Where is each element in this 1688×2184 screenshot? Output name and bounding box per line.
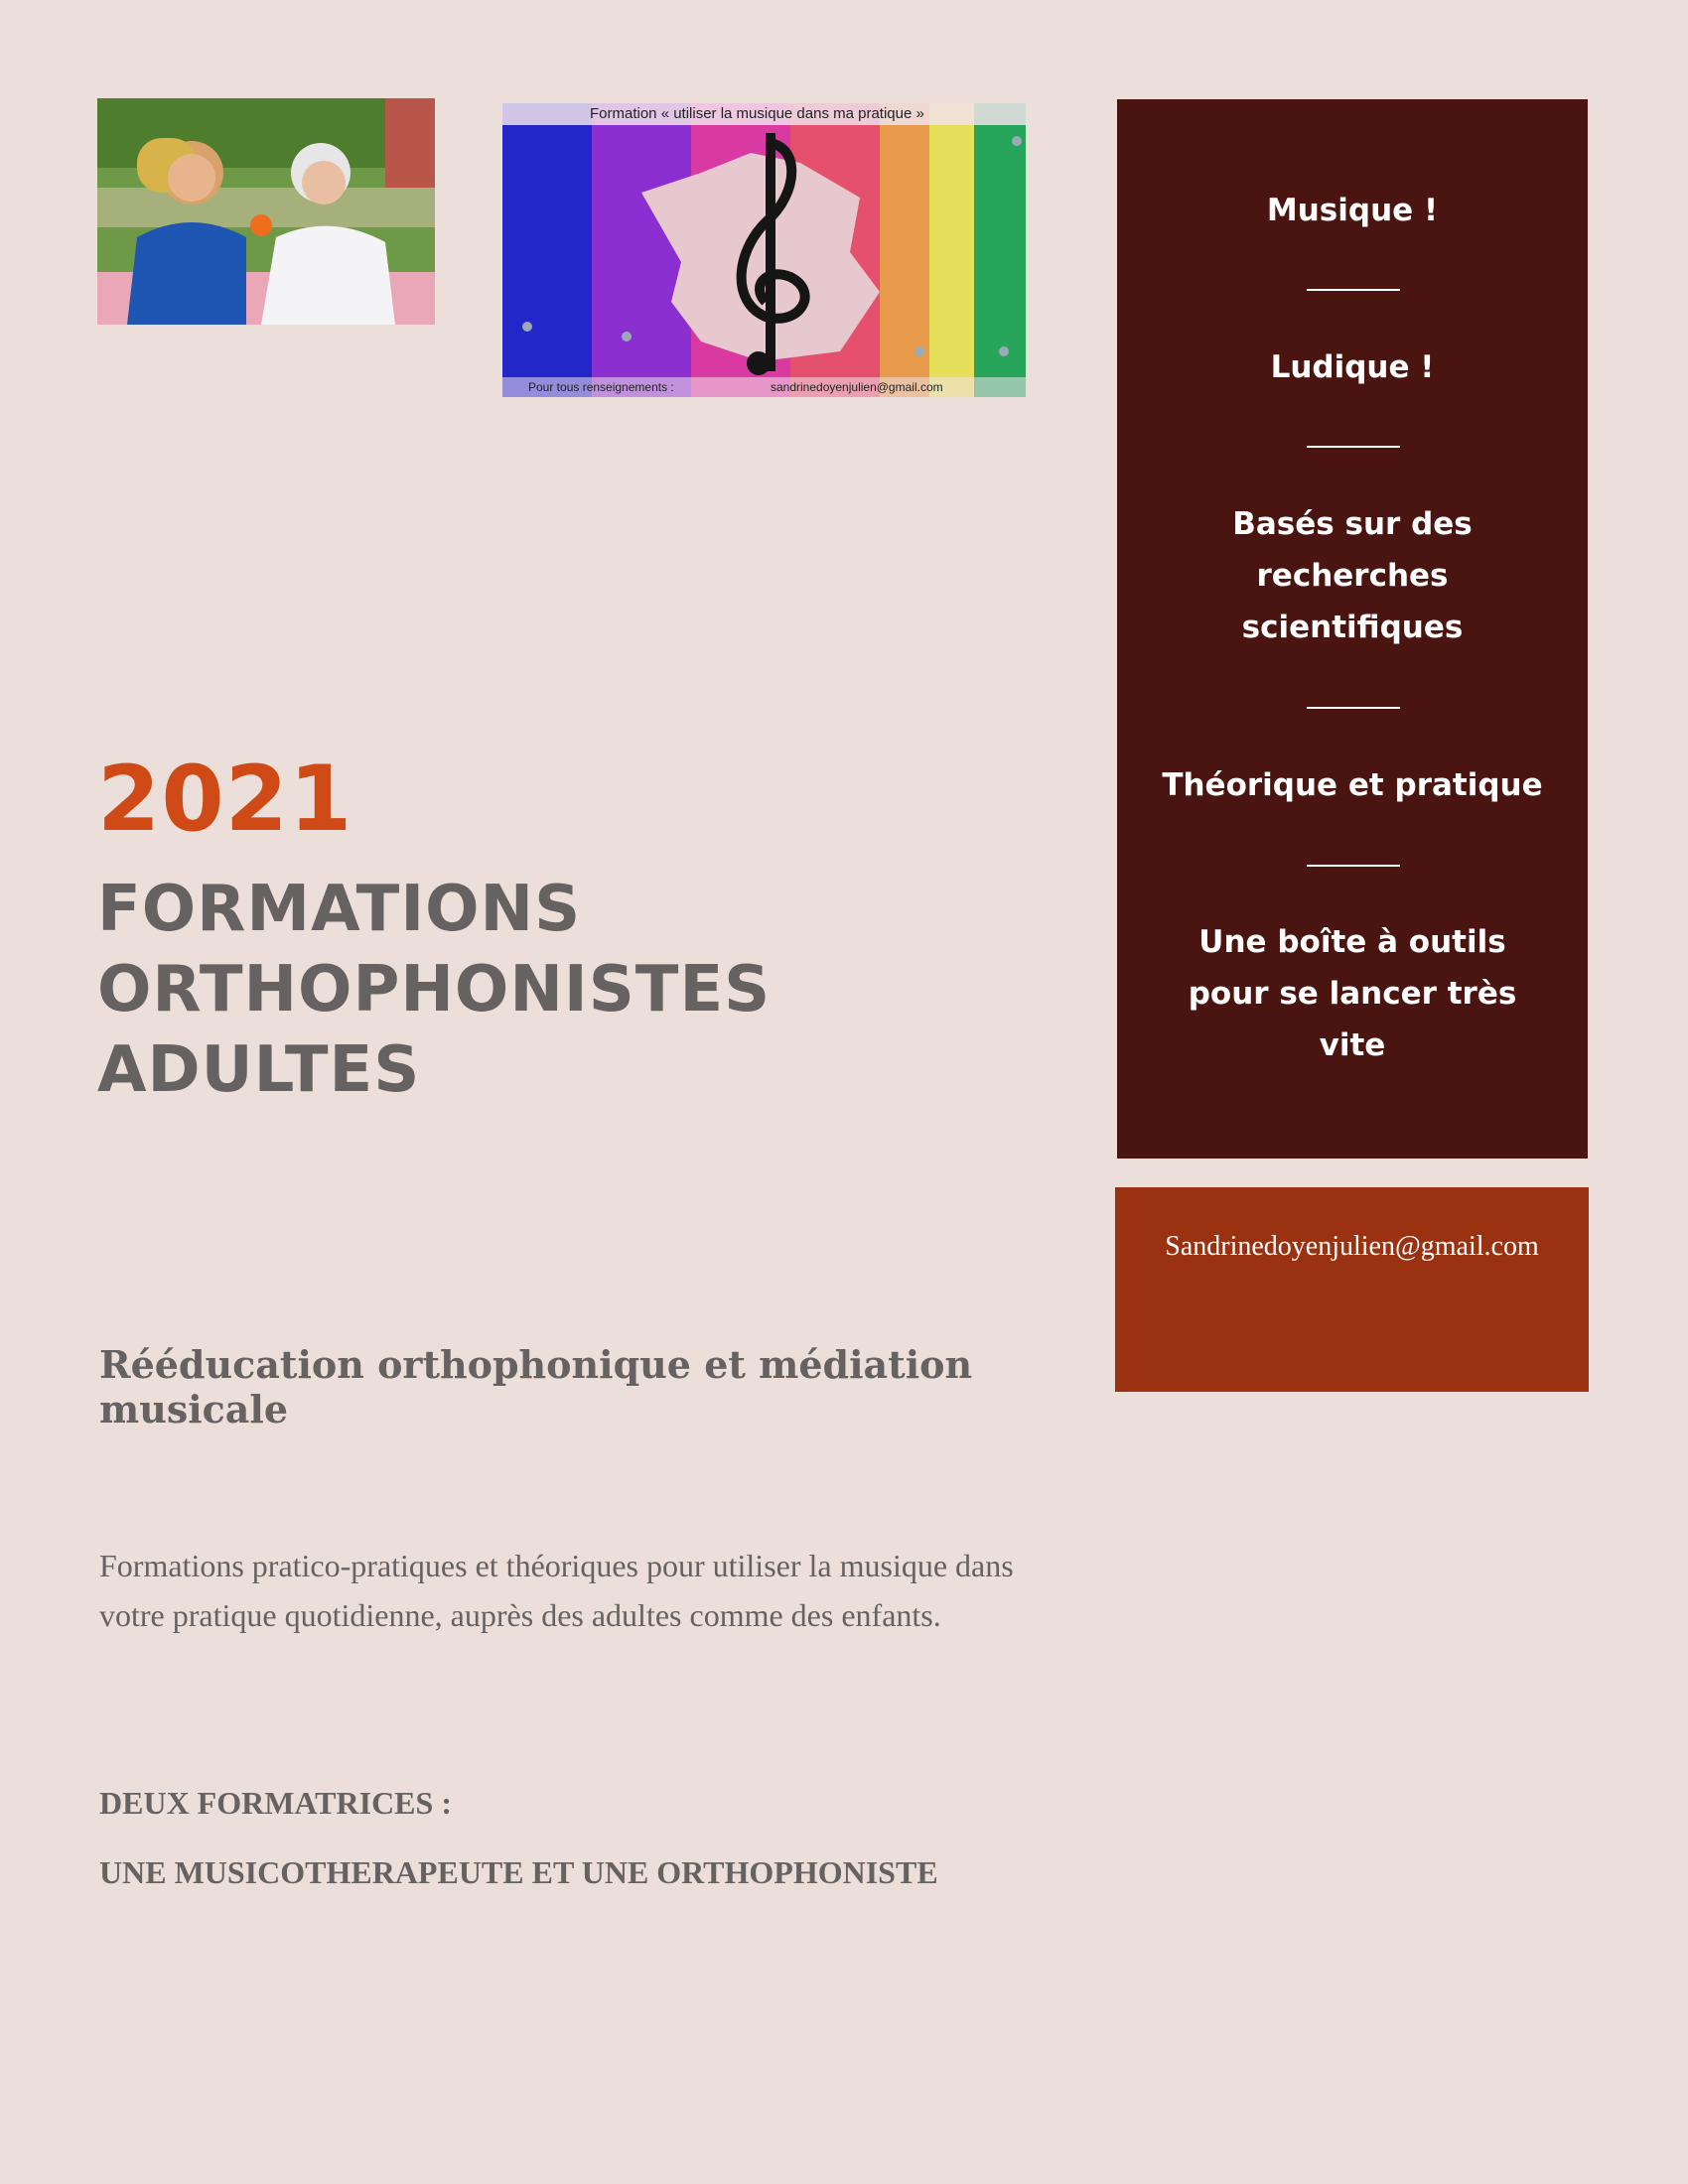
divider <box>1307 446 1400 448</box>
description: Formations pratico-pratiques et théoriques pour utiliser la musique dans votre pratique quotidienne, auprès des adultes comme des enfants. <box>99 1548 1014 1633</box>
photo-therapist-elderly-woman <box>97 98 435 325</box>
trainers-heading: DEUX FORMATRICES : <box>99 1785 452 1821</box>
title-line: ADULTES <box>97 1033 421 1107</box>
banner-top-text: Formation « utiliser la musique dans ma pratique » <box>590 105 924 122</box>
features-sidebar <box>1117 99 1588 1159</box>
feature-theorique-pratique: Théorique et pratique <box>1162 767 1543 803</box>
feature-ludique: Ludique ! <box>1270 349 1435 385</box>
banner-bottom-left-text: Pour tous renseignements : <box>528 380 674 394</box>
divider <box>1307 865 1400 867</box>
feature-musique: Musique ! <box>1266 193 1439 228</box>
feature-boite-outils: Une boîte à outils pour se lancer très vite <box>1188 924 1517 1063</box>
divider <box>1307 289 1400 291</box>
subtitle: Rééducation orthophonique et médiation musicale <box>99 1342 973 1432</box>
title-line: FORMATIONS <box>97 873 582 946</box>
page-title <box>97 870 771 1111</box>
contact-email[interactable]: Sandrinedoyenjulien@gmail.com <box>1165 1231 1539 1262</box>
year-heading: 2021 <box>97 748 353 852</box>
banner-bottom-right-text: sandrinedoyenjulien@gmail.com <box>771 380 943 394</box>
divider <box>1307 707 1400 709</box>
title-line: ORTHOPHONISTES <box>97 953 772 1026</box>
trainers-detail: UNE MUSICOTHERAPEUTE ET UNE ORTHOPHONISTE <box>99 1854 938 1890</box>
photo-xylophone-treble-clef <box>502 103 1026 397</box>
contact-email-box <box>1115 1187 1589 1392</box>
feature-recherches: Basés sur des recherches scientifiques <box>1232 506 1473 645</box>
